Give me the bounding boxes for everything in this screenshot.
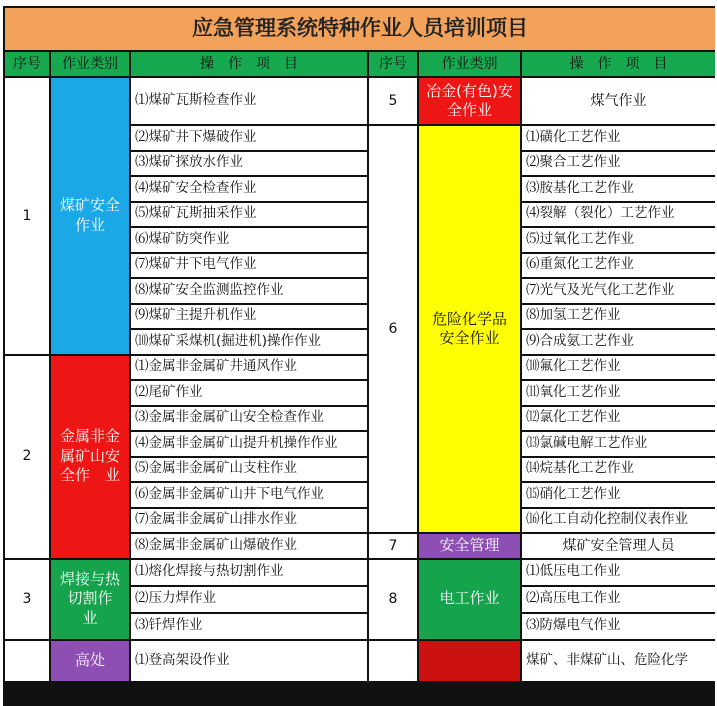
operation-item: ⑿氯化工艺作业 bbox=[522, 407, 715, 431]
operation-item: ⑷煤矿安全检查作业 bbox=[131, 177, 367, 201]
column-header: 操 作 项 目 bbox=[522, 52, 715, 76]
operation-item: ⑻加氢工艺作业 bbox=[522, 305, 715, 329]
category-cell: 煤矿安全作业 bbox=[51, 78, 129, 354]
category-cell: 焊接与热切割作 业 bbox=[51, 560, 129, 639]
column-header: 序号 bbox=[369, 52, 417, 76]
operation-item: ⑸过氧化工艺作业 bbox=[522, 228, 715, 252]
group-number: 3 bbox=[5, 560, 49, 639]
operation-item: ⑷金属非金属矿山提升机操作作业 bbox=[131, 432, 367, 456]
group-number bbox=[369, 641, 417, 681]
operation-item: ⑵高压电工作业 bbox=[522, 587, 715, 612]
category-cell: 金属非金属矿山安全作 业 bbox=[51, 356, 129, 558]
operation-item: 煤矿、非煤矿山、危险化学 bbox=[522, 641, 715, 681]
category-cell: 高处 bbox=[51, 641, 129, 681]
group-number: 8 bbox=[369, 560, 417, 639]
operation-item: ⑼煤矿主提升机作业 bbox=[131, 305, 367, 329]
operation-item: ⑺煤矿井下电气作业 bbox=[131, 254, 367, 278]
operation-item: ⑵聚合工艺作业 bbox=[522, 152, 715, 176]
operation-item: ⑻煤矿安全监测监控作业 bbox=[131, 279, 367, 303]
operation-item: ⑽煤矿采煤机(掘进机)操作作业 bbox=[131, 330, 367, 354]
category-cell: 电工作业 bbox=[419, 560, 520, 639]
column-header: 作业类别 bbox=[419, 52, 520, 76]
operation-item: ⑵压力焊作业 bbox=[131, 587, 367, 612]
operation-item: ⑺金属非金属矿山排水作业 bbox=[131, 509, 367, 533]
operation-item: ⑴金属非金属矿井通风作业 bbox=[131, 356, 367, 380]
operation-item: ⑼合成氨工艺作业 bbox=[522, 330, 715, 354]
operation-item: ⒂硝化工艺作业 bbox=[522, 483, 715, 507]
operation-item: 煤矿安全管理人员 bbox=[522, 534, 715, 558]
group-number: 6 bbox=[369, 126, 417, 532]
category-cell: 危险化学品 安全作业 bbox=[419, 126, 520, 532]
table-title: 应急管理系统特种作业人员培训项目 bbox=[5, 8, 715, 50]
operation-item: ⑶防爆电气作业 bbox=[522, 614, 715, 639]
operation-item: ⑸煤矿瓦斯抽采作业 bbox=[131, 203, 367, 227]
operation-item: ⑹重氮化工艺作业 bbox=[522, 254, 715, 278]
operation-item: ⑺光气及光气化工艺作业 bbox=[522, 279, 715, 303]
operation-item: ⑶胺基化工艺作业 bbox=[522, 177, 715, 201]
operation-item: ⑽氟化工艺作业 bbox=[522, 356, 715, 380]
operation-item: ⑻金属非金属矿山爆破作业 bbox=[131, 534, 367, 558]
operation-item: ⑴登高架设作业 bbox=[131, 641, 367, 681]
operation-item: ⑴低压电工作业 bbox=[522, 560, 715, 585]
operation-item: ⑴煤矿瓦斯检查作业 bbox=[131, 78, 367, 124]
group-number: 2 bbox=[5, 356, 49, 558]
operation-item: ⑸金属非金属矿山支柱作业 bbox=[131, 458, 367, 482]
operation-item: ⑵煤矿井下爆破作业 bbox=[131, 126, 367, 150]
operation-item: ⑾氧化工艺作业 bbox=[522, 381, 715, 405]
group-number: 7 bbox=[369, 534, 417, 558]
operation-item: ⑷裂解（裂化）工艺作业 bbox=[522, 203, 715, 227]
operation-item: ⒃化工自动化控制仪表作业 bbox=[522, 509, 715, 533]
category-cell bbox=[419, 641, 520, 681]
column-header: 作业类别 bbox=[51, 52, 129, 76]
operation-item: ⒁烷基化工艺作业 bbox=[522, 458, 715, 482]
operation-item: ⑴熔化焊接与热切割作业 bbox=[131, 560, 367, 585]
column-header: 序号 bbox=[5, 52, 49, 76]
group-number: 1 bbox=[5, 78, 49, 354]
group-number: 5 bbox=[369, 78, 417, 124]
operation-item: ⑶金属非金属矿山安全检查作业 bbox=[131, 407, 367, 431]
operation-item: ⑶钎焊作业 bbox=[131, 614, 367, 639]
category-cell: 冶金(有色)安全作业 bbox=[419, 78, 520, 124]
operation-item: ⑴磺化工艺作业 bbox=[522, 126, 715, 150]
operation-item: ⑶煤矿探放水作业 bbox=[131, 152, 367, 176]
operation-item: ⑹金属非金属矿山井下电气作业 bbox=[131, 483, 367, 507]
operation-item: ⑹煤矿防突作业 bbox=[131, 228, 367, 252]
training-table bbox=[3, 6, 715, 706]
column-header: 操 作 项 目 bbox=[131, 52, 367, 76]
operation-item: 煤气作业 bbox=[522, 78, 715, 124]
operation-item: ⑵尾矿作业 bbox=[131, 381, 367, 405]
group-number bbox=[5, 641, 49, 681]
category-cell: 安全管理 bbox=[419, 534, 520, 558]
operation-item: ⒀氯碱电解工艺作业 bbox=[522, 432, 715, 456]
